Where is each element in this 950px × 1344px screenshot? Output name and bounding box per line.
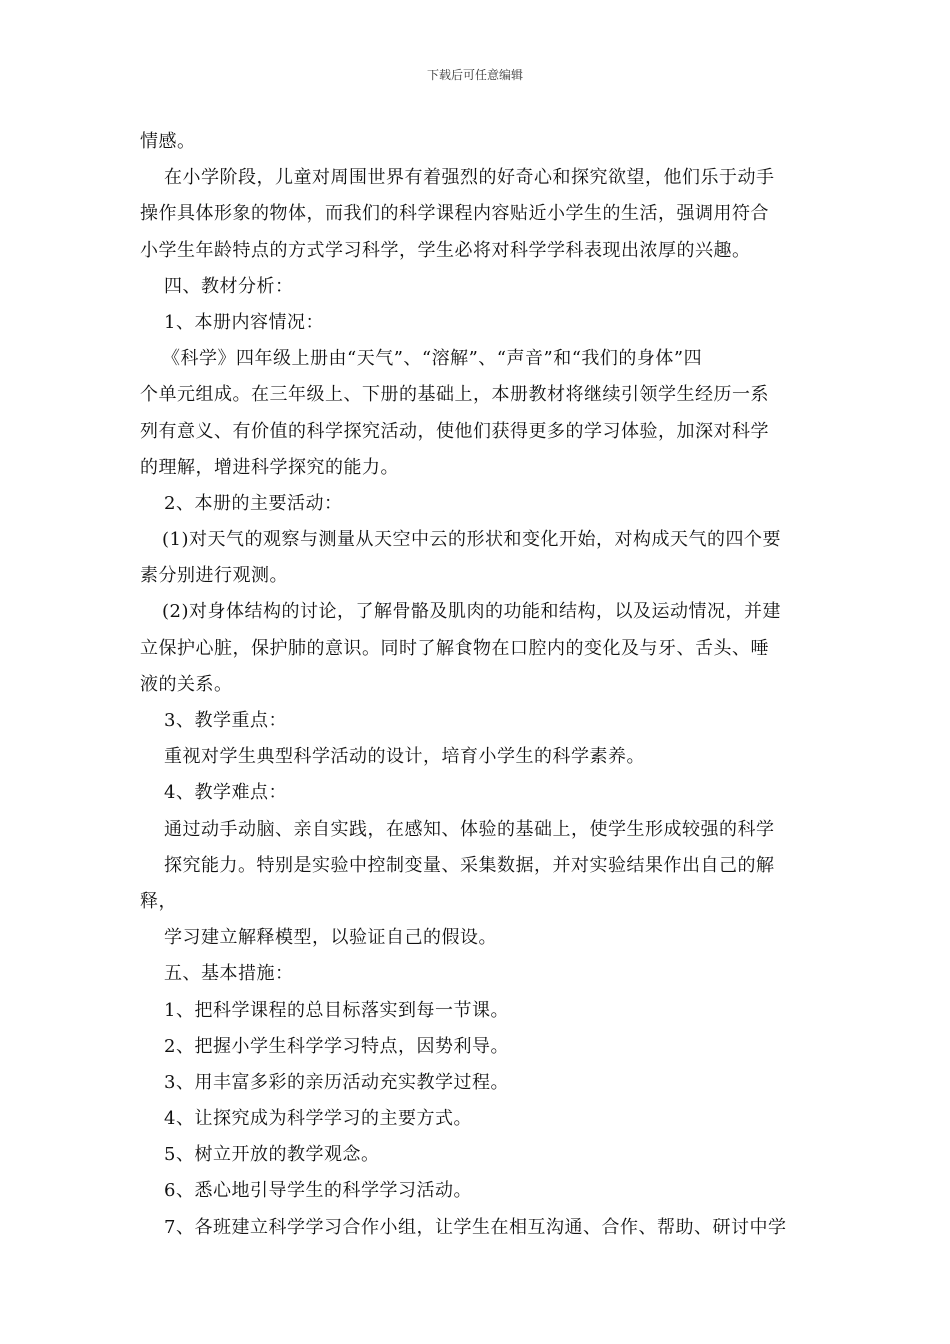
subsection-heading: 2、本册的主要活动： — [164, 492, 343, 514]
section-heading: 五、基本措施： — [164, 963, 294, 985]
page-header: 下载后可任意编辑 — [426, 68, 523, 82]
paragraph-line: 《科学》四年级上册由“天气”、“溶解”、“声音”和“我们的身体”四 — [162, 348, 703, 370]
list-item: (2)对身体结构的讨论，了解骨骼及肌肉的功能和结构，以及运动情况，并建 — [162, 601, 781, 623]
list-item: 6、悉心地引导学生的科学学习活动。 — [164, 1180, 472, 1202]
subsection-heading: 4、教学难点： — [164, 782, 287, 804]
paragraph-line: 在小学阶段，儿童对周围世界有着强烈的好奇心和探究欲望，他们乐于动手 — [164, 167, 775, 189]
paragraph-line: 探究能力。特别是实验中控制变量、采集数据，并对实验结果作出自己的解 — [164, 854, 775, 876]
list-item: (1)对天气的观察与测量从天空中云的形状和变化开始，对构成天气的四个要 — [162, 529, 781, 551]
paragraph-line: 素分别进行观测。 — [140, 565, 288, 587]
paragraph-line: 个单元组成。在三年级上、下册的基础上，本册教材将继续引领学生经历一系 — [140, 384, 769, 406]
paragraph-line: 立保护心脏，保护肺的意识。同时了解食物在口腔内的变化及与牙、舌头、唾 — [140, 637, 769, 659]
document-body — [140, 124, 812, 1246]
list-item: 3、用丰富多彩的亲历活动充实教学过程。 — [164, 1071, 509, 1093]
paragraph-line: 通过动手动脑、亲自实践，在感知、体验的基础上，使学生形成较强的科学 — [164, 818, 775, 840]
list-item: 2、把握小学生科学学习特点，因势利导。 — [164, 1035, 509, 1057]
paragraph-line: 学习建立解释模型，以验证自己的假设。 — [164, 927, 497, 949]
list-item: 1、把科学课程的总目标落实到每一节课。 — [164, 999, 509, 1021]
paragraph-line: 液的关系。 — [140, 673, 233, 695]
list-item: 4、让探究成为科学学习的主要方式。 — [164, 1108, 472, 1130]
subsection-heading: 3、教学重点： — [164, 710, 287, 731]
paragraph-line: 情感。 — [140, 131, 196, 152]
paragraph-line: 小学生年龄特点的方式学习科学，学生必将对科学学科表现出浓厚的兴趣。 — [140, 239, 751, 261]
paragraph-line: 列有意义、有价值的科学探究活动，使他们获得更多的学习体验，加深对科学 — [140, 420, 769, 442]
list-item: 7、各班建立科学学习合作小组，让学生在相互沟通、合作、帮助、研讨中学 — [164, 1216, 787, 1238]
paragraph-line: 操作具体形象的物体，而我们的科学课程内容贴近小学生的生活，强调用符合 — [140, 203, 769, 225]
list-item: 5、树立开放的教学观念。 — [164, 1144, 380, 1166]
paragraph-line: 重视对学生典型科学活动的设计，培育小学生的科学素养。 — [164, 746, 645, 768]
subsection-heading: 1、本册内容情况： — [164, 311, 324, 333]
paragraph-line: 的理解，增进科学探究的能力。 — [140, 456, 399, 478]
section-heading: 四、教材分析： — [164, 275, 294, 297]
paragraph-line: 释， — [140, 890, 177, 912]
